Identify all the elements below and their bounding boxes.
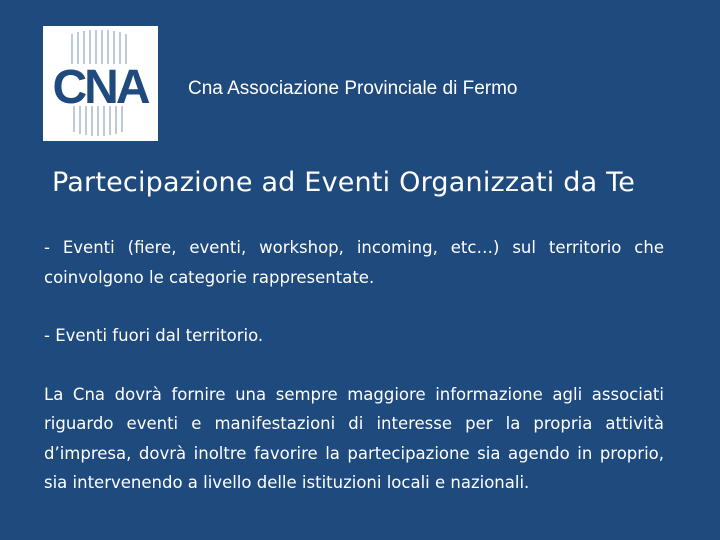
bullet-eventi-fuori: - Eventi fuori dal territorio.	[44, 326, 264, 345]
cna-logo-text: CNA	[52, 61, 148, 114]
cna-logo	[43, 26, 158, 141]
slide-body	[44, 233, 664, 498]
slide-title: Partecipazione ad Eventi Organizzati da Te	[52, 167, 636, 198]
bullet-eventi-territorio: - Eventi (fiere, eventi, workshop, incoming, etc…) sul territorio che coinvolgono le categorie rappresentate.	[44, 238, 664, 287]
body-paragraph: La Cna dovrà fornire una sempre maggiore informazione agli associati riguardo eventi e manifestazioni di interesse per la propria attività d’impresa, dovrà inoltre favorire la partecipazione sia agendo in proprio, sia intervenendo a livello delle istituzioni locali e nazionali.	[44, 384, 664, 492]
organization-name: Cna Associazione Provinciale di Fermo	[188, 78, 518, 99]
cna-logo-graphic	[43, 26, 158, 141]
